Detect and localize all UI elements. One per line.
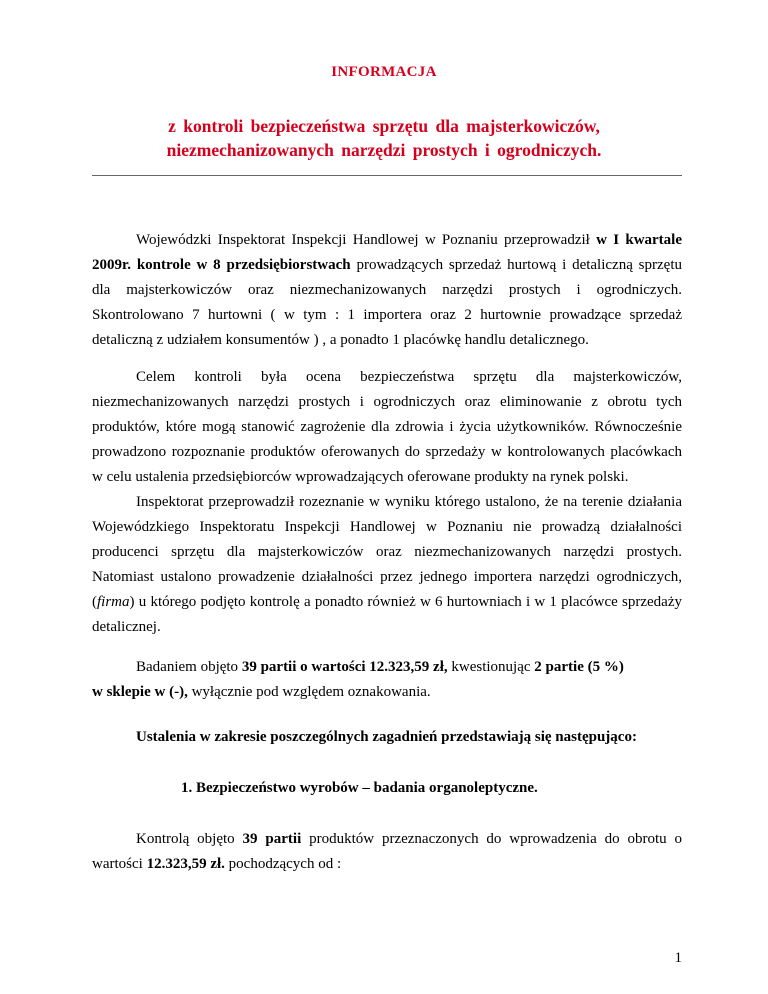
- paragraph-1: [92, 228, 682, 353]
- document-title: INFORMACJA: [331, 64, 437, 80]
- paragraph-3-italic: firma: [97, 594, 130, 610]
- section-1-heading: 1. Bezpieczeństwo wyrobów – badania organoleptyczne.: [181, 780, 538, 796]
- paragraph-4-b3: w sklepie w (-),: [92, 684, 188, 700]
- title-divider: [92, 175, 682, 176]
- paragraph-5: [92, 827, 682, 877]
- paragraph-4-t1: Badaniem objęto: [136, 659, 242, 675]
- paragraph-5-t1: Kontrolą objęto: [136, 831, 243, 847]
- paragraph-1-lead: Wojewódzki Inspektorat Inspekcji Handlowej w Poznaniu przeprowadził: [136, 232, 590, 248]
- paragraph-5-t2: produktów przeznaczonych do wprowadzenia do obrotu o wartości: [92, 831, 682, 872]
- paragraph-3-text-after: ) u którego podjęto kontrolę a ponadto również w 6 hurtowniach i w 1 placówce sprzedaży detalicznej.: [92, 594, 682, 635]
- paragraph-2: Celem kontroli była ocena bezpieczeństwa sprzętu dla majsterkowiczów, niezmechanizowanych narzędzi prostych i ogrodniczych oraz eliminowanie z obrotu tych produktów, które mogą stanowić zagrożenie dla zdrowia i życia użytkowników. Równocześnie prowadzono rozpoznanie produktów oferowanych do sprzedaży w kontrolowanych placówkach w celu ustalenia przedsiębiorców wprowadzających oferowane produkty na rynek polski.: [92, 369, 682, 485]
- subtitle-line-1: z kontroli bezpieczeństwa sprzętu dla majsterkowiczów,: [168, 116, 600, 136]
- document-subtitle: [0, 114, 768, 162]
- paragraph-5-b2: 12.323,59 zł.: [146, 856, 225, 872]
- paragraph-3-text-before: Inspektorat przeprowadził rozeznanie w wyniku którego ustalono, że na terenie działania Wojewódzkiego Inspektoratu Inspekcji Handlowej w Poznaniu nie prowadzą działalności producenci sprzętu dla majsterkowiczów oraz niezmechanizowanych narzędzi prostych. Natomiast ustalono prowadzenie działalności przez jednego importera narzędzi ogrodniczych, (: [92, 494, 682, 610]
- document-body: [92, 228, 682, 877]
- findings-heading: Ustalenia w zakresie poszczególnych zagadnień przedstawiają się następująco:: [136, 729, 637, 745]
- paragraph-5-t3: pochodzących od :: [224, 856, 342, 872]
- paragraph-4-b2: 2 partie (5 %): [534, 659, 624, 675]
- paragraph-1-rest: prowadzących sprzedaż hurtową i detaliczną sprzętu dla majsterkowiczów oraz niezmechanizowanych narzędzi prostych i ogrodniczych. Skontrolowano 7 hurtowni ( w tym : 1 importera oraz 2 hurtownie prowadzące sprzedaż detaliczną z udziałem konsumentów ) , a ponadto 1 placówkę handlu detalicznego.: [92, 257, 682, 348]
- paragraph-1-bold: w I kwartale 2009r. kontrole w 8 przedsiębiorstwach: [92, 232, 683, 273]
- paragraph-4-b1: 39 partii o wartości 12.323,59 zł,: [241, 659, 448, 675]
- paragraph-3: [92, 490, 682, 640]
- paragraph-4-t3: wyłącznie pod względem oznakowania.: [187, 684, 431, 700]
- subtitle-line-2: niezmechanizowanych narzędzi prostych i ogrodniczych.: [166, 140, 602, 160]
- paragraph-4-t2: kwestionując: [447, 659, 535, 675]
- page-number: 1: [674, 950, 682, 966]
- paragraph-4: [92, 655, 682, 705]
- paragraph-5-b1: 39 partii: [242, 831, 302, 847]
